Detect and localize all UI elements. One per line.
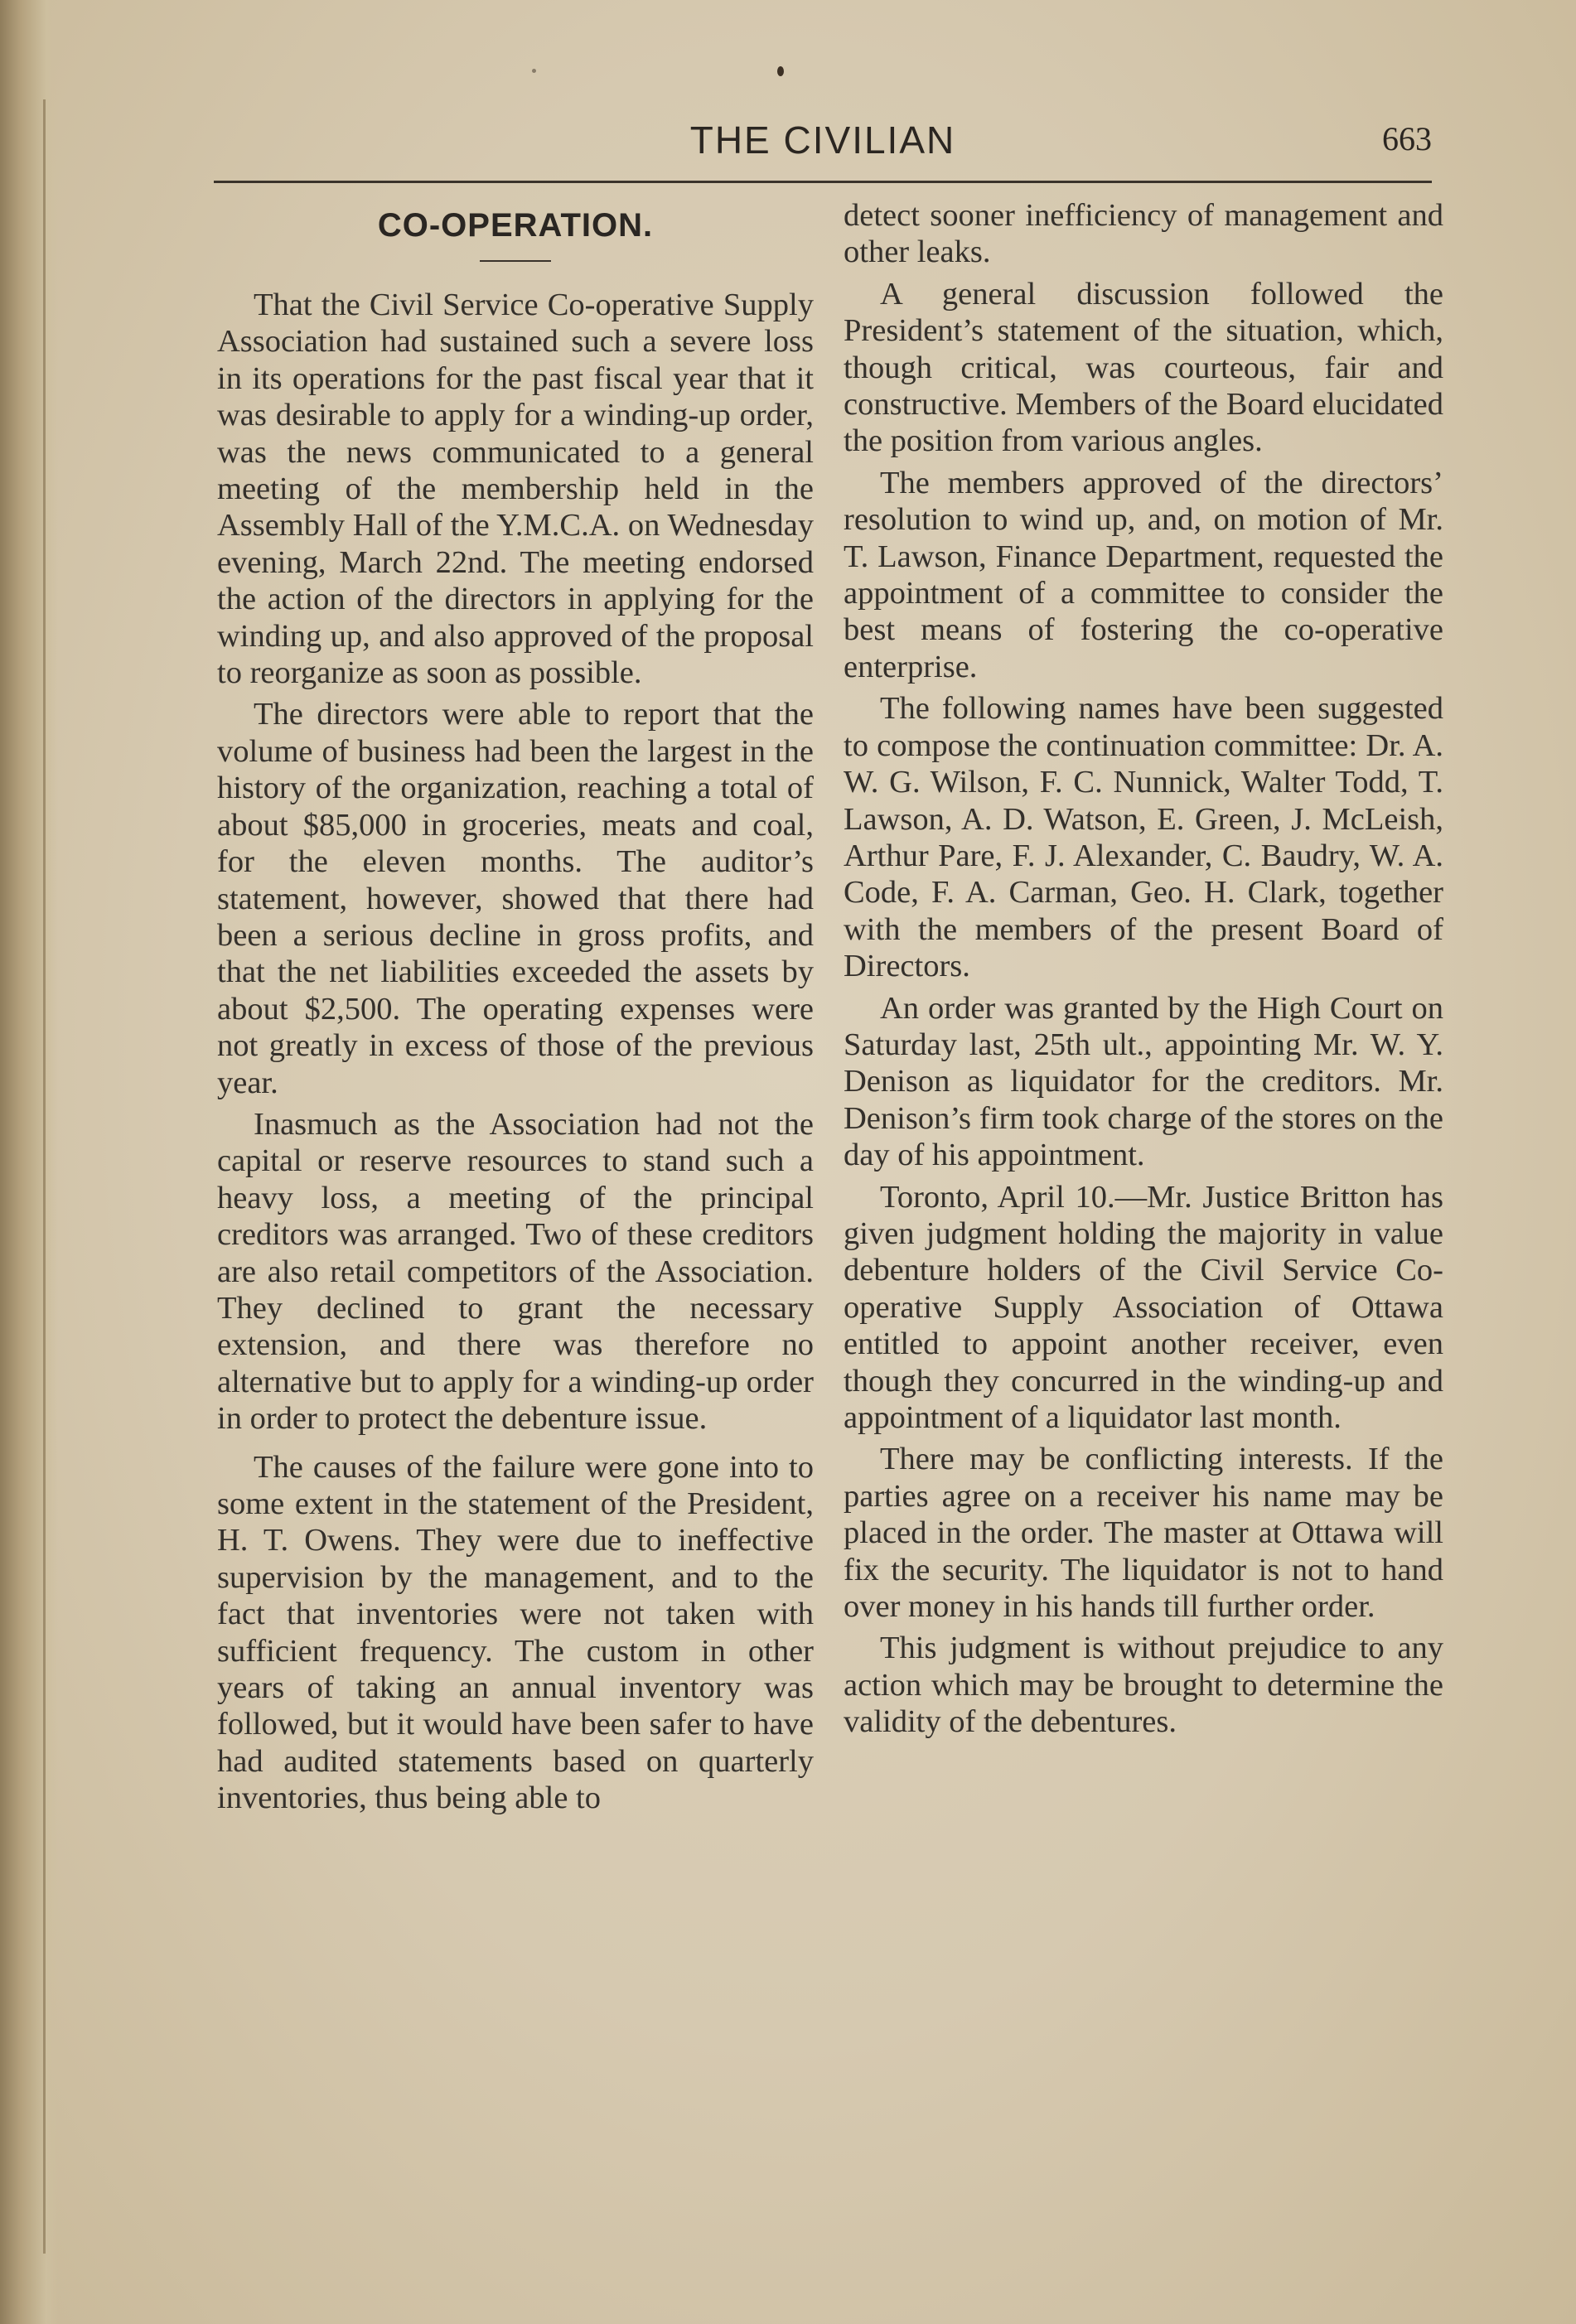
- article-title: CO-OPERATION.: [377, 207, 654, 244]
- paragraph: The causes of the failure were gone into to some extent in the statement of the President, H. T. Owens. They were due to ineffective supervision by the management, and to the fact that inventories were not taken with sufficient frequency. The custom in other years of taking an annual inventory was followed, but it would have been safer to have had audited statements based on quarterly inventories, thus being able to: [217, 1449, 814, 1816]
- paragraph: A general discussion followed the President’s statement of the situation, which, though critical, was courteous, fair and constructive. Members of the Board elucidated the position from various angles.: [844, 276, 1443, 459]
- binding-crease: [43, 99, 46, 2254]
- binding-edge: [0, 0, 58, 2324]
- paragraph: There may be conflicting interests. If the parties agree on a receiver his name may be placed in the order. The master at Ottawa will fix the security. The liquidator is not to hand over money in his hands till further order.: [844, 1442, 1443, 1625]
- ink-speck: [777, 66, 784, 76]
- paragraph: Toronto, April 10.—Mr. Justice Britton has given judgment holding the majority in value debenture holders of the Civil Service Co-operative Supply Association of Ottawa entitled to appoint another receiver, even though they concurred in the winding-up and appointment of a liquidator last month.: [844, 1179, 1443, 1435]
- journal-title: THE CIVILIAN: [689, 118, 956, 162]
- paragraph: The following names have been suggested to compose the continuation committee: Dr. A. W. G. Wilson, F. C. Nunnick, Walter Todd, T. Lawson, A. D. Watson, E. Green, J. McLeish, Arthur Pare, F. J. Alexander, C. Baudry, W. A. Code, F. A. Carman, Geo. H. Clark, together with the members of the present Board of Directors.: [844, 691, 1443, 984]
- page-number: 663: [1382, 120, 1432, 157]
- paragraph-continuation: detect sooner inefficiency of management and other leaks.: [844, 198, 1443, 270]
- header-rule: [214, 181, 1432, 183]
- running-head: [214, 109, 1432, 176]
- ink-speck: [532, 69, 536, 73]
- paragraph: The members approved of the directors’ resolution to wind up, and, on motion of Mr. T. Lawson, Finance Department, requested the appointment of a committee to consider the best means of fostering the co-operative enterprise.: [844, 465, 1443, 684]
- right-column: [844, 197, 1443, 1746]
- paragraph: An order was granted by the High Court on Saturday last, 25th ult., appointing Mr. W. Y. Denison as liquidator for the creditors. Mr. Denison’s firm took charge of the stores on the day of his appointment.: [844, 990, 1443, 1173]
- paragraph: The directors were able to report that the volume of business had been the largest in the history of the organization, reaching a total of about $85,000 in groceries, meats and coal, for the eleven months. The auditor’s statement, however, showed that there had been a serious decline in gross profits, and that the net liabilities exceeded the assets by about $2,500. The operating expenses were not greatly in excess of those of the previous year.: [217, 697, 814, 1100]
- paragraph: This judgment is without prejudice to any action which may be brought to determine the validity of the debentures.: [844, 1631, 1443, 1740]
- paragraph: Inasmuch as the Association had not the capital or reserve resources to stand such a heavy loss, a meeting of the principal creditors was arranged. Two of these creditors are also retail competitors of the Association. They declined to grant the necessary extension, and there was therefore no alternative but to apply for a winding-up order in order to protect the debenture issue.: [217, 1106, 814, 1437]
- title-rule: [480, 260, 551, 262]
- left-column: [217, 197, 814, 1822]
- paragraph: That the Civil Service Co-operative Supply Association had sustained such a severe loss in its operations for the past fiscal year that it was desirable to apply for a winding-up order, was the news communicated to a general meeting of the membership held in the Assembly Hall of the Y.M.C.A. on Wednesday evening, March 22nd. The meeting endorsed the action of the directors in applying for the winding up, and also approved of the proposal to reorganize as soon as possible.: [217, 287, 814, 691]
